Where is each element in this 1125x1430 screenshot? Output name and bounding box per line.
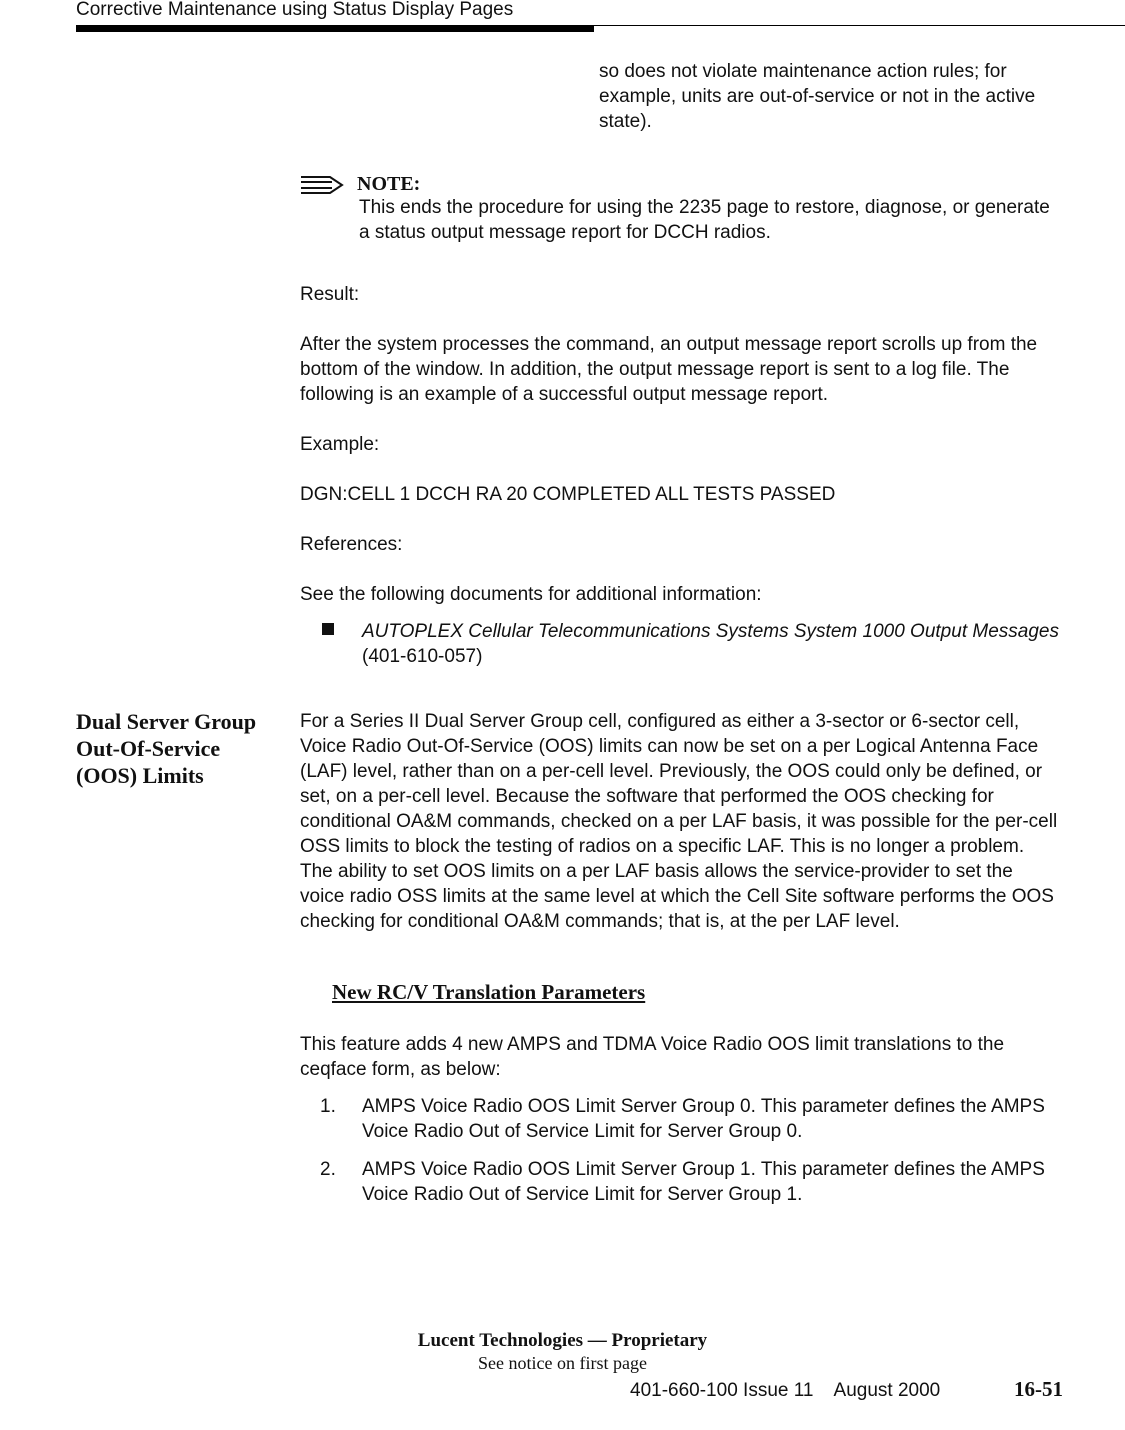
note-arrow-icon	[299, 174, 345, 196]
note-text: This ends the procedure for using the 2235 page to restore, diagnose, or generate a status output message report for DCCH radios.	[359, 197, 1050, 243]
reference-title: AUTOPLEX Cellular Telecommunications Systems System 1000 Output Messages	[362, 621, 1059, 642]
result-label: Result:	[300, 284, 360, 305]
bullet-square-icon	[322, 623, 334, 635]
section-body: For a Series II Dual Server Group cell, configured as either a 3-sector or 6-sector cell, Voice Radio Out-Of-Service (OOS) limits can now be set on a per Logical Antenna Face (LAF) level, rather than on a per-cell level. Previously, the OOS could only be defined, or set, on a per-cell level. Because the software that performed the OOS checking for conditional OA&M commands, checked on a per LAF basis, it was possible for the per-cell OSS limits to block the testing of radios on a specific LAF. This is no longer a problem. The ability to set OOS limits on a per LAF basis allows the service-provider to set the voice radio OSS limits at the same level at which the Cell Site software performs the OOS checking for conditional OA&M commands; that is, at the per LAF level.	[300, 711, 1058, 932]
header-rule-bar	[76, 26, 594, 32]
footer-doc-info: 401-660-100 Issue 11 August 2000	[630, 1380, 941, 1401]
reference-item	[362, 619, 1062, 669]
references-label: References:	[300, 534, 403, 555]
subsection-intro: This feature adds 4 new AMPS and TDMA Voice Radio OOS limit translations to the ceqface form, as below:	[300, 1034, 1005, 1080]
subsection-heading: New RC/V Translation Parameters	[332, 980, 646, 1004]
continuation-paragraph: so does not violate maintenance action rules; for example, units are out-of-service or not in the active state).	[599, 61, 1036, 132]
running-header-title: Corrective Maintenance using Status Display Pages	[76, 0, 514, 20]
note-label: NOTE:	[357, 173, 421, 195]
references-intro: See the following documents for additional information:	[300, 584, 762, 605]
section-heading: Dual Server Group Out-Of-Service (OOS) Limits	[76, 709, 257, 788]
reference-code: (401-610-057)	[362, 646, 483, 667]
page-number: 16-51	[1014, 1377, 1063, 1401]
example-label: Example:	[300, 434, 380, 455]
list-item-number: 2.	[320, 1159, 336, 1180]
list-item: AMPS Voice Radio OOS Limit Server Group 0. This parameter defines the AMPS Voice Radio Out of Service Limit for Server Group 0.	[362, 1096, 1045, 1142]
list-item: AMPS Voice Radio OOS Limit Server Group 1. This parameter defines the AMPS Voice Radio Out of Service Limit for Server Group 1.	[362, 1159, 1045, 1205]
footer-notice: See notice on first page	[478, 1353, 647, 1373]
example-text: DGN:CELL 1 DCCH RA 20 COMPLETED ALL TESTS PASSED	[300, 484, 836, 505]
list-item-number: 1.	[320, 1096, 336, 1117]
result-text: After the system processes the command, an output message report scrolls up from the bottom of the window. In addition, the output message report is sent to a log file. The following is an example of a successful output message report.	[300, 334, 1038, 405]
footer-company: Lucent Technologies — Proprietary	[417, 1330, 708, 1351]
